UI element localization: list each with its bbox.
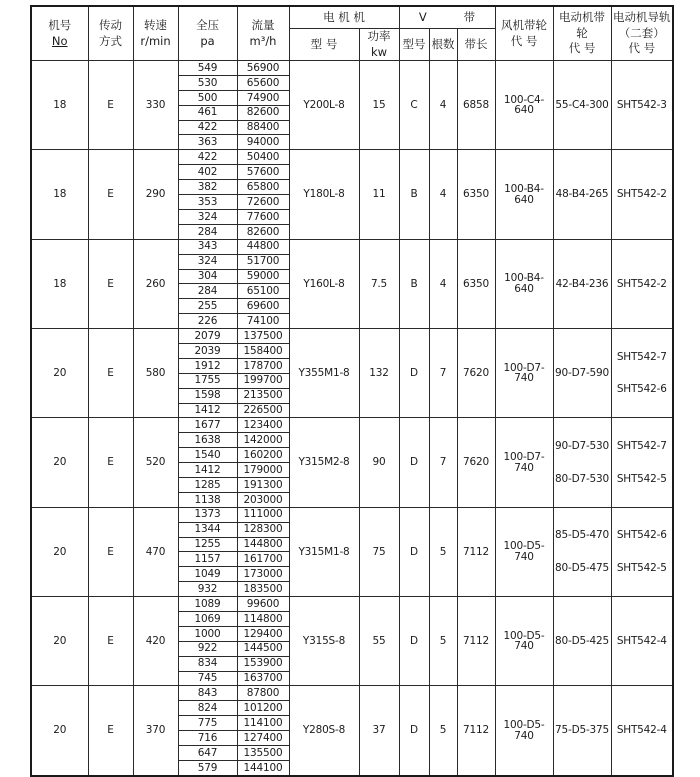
cell-machine-no: 20 xyxy=(31,597,88,686)
cell-belt-model: C xyxy=(399,61,429,150)
cell-motor-rail-value: SHT542-3 xyxy=(616,98,667,111)
cell-fan-pulley: 100-D5-740 xyxy=(495,597,553,686)
cell-motor-pulley xyxy=(553,507,611,596)
cell-belt-length: 6350 xyxy=(457,239,495,328)
cell-pressure: 1285 xyxy=(178,477,237,492)
cell-pressure: 1049 xyxy=(178,567,237,582)
cell-flow: 191300 xyxy=(237,477,289,492)
cell-pressure: 775 xyxy=(178,716,237,731)
cell-speed: 370 xyxy=(133,686,178,776)
cell-motor-rail-value: SHT542-7 xyxy=(616,350,667,363)
cell-flow: 161700 xyxy=(237,552,289,567)
cell-belt-count: 5 xyxy=(429,507,457,596)
cell-pressure: 304 xyxy=(178,269,237,284)
cell-belt-model: D xyxy=(399,686,429,776)
cell-motor-pulley-value: 42-B4-236 xyxy=(555,277,609,290)
cell-flow: 199700 xyxy=(237,373,289,388)
cell-flow: 72600 xyxy=(237,195,289,210)
cell-flow: 51700 xyxy=(237,254,289,269)
cell-motor-rail-value: SHT542-5 xyxy=(616,472,667,485)
cell-speed: 470 xyxy=(133,507,178,596)
table-body xyxy=(31,61,673,776)
cell-belt-count: 7 xyxy=(429,329,457,418)
header-belt-model: 型号 xyxy=(399,29,429,61)
cell-motor-pulley-value: 75-D5-375 xyxy=(555,724,609,737)
cell-motor-rail xyxy=(611,61,673,150)
cell-flow: 74900 xyxy=(237,90,289,105)
cell-pressure: 2039 xyxy=(178,343,237,358)
cell-machine-no: 18 xyxy=(31,61,88,150)
cell-pressure: 932 xyxy=(178,582,237,597)
cell-motor-model: Y355M1-8 xyxy=(289,329,359,418)
cell-machine-no: 18 xyxy=(31,150,88,239)
cell-fan-pulley: 100-D7-740 xyxy=(495,418,553,507)
cell-drive-type: E xyxy=(88,150,133,239)
cell-motor-rail xyxy=(611,150,673,239)
cell-motor-pulley xyxy=(553,686,611,776)
cell-flow: 99600 xyxy=(237,597,289,612)
cell-speed: 290 xyxy=(133,150,178,239)
cell-motor-power: 37 xyxy=(359,686,399,776)
cell-flow: 111000 xyxy=(237,507,289,522)
cell-motor-model: Y315M1-8 xyxy=(289,507,359,596)
cell-flow: 69600 xyxy=(237,299,289,314)
cell-pressure: 1412 xyxy=(178,403,237,418)
cell-motor-rail-value: SHT542-7 xyxy=(616,440,667,453)
cell-motor-power: 7.5 xyxy=(359,239,399,328)
cell-fan-pulley: 100-B4-640 xyxy=(495,150,553,239)
cell-pressure: 1255 xyxy=(178,537,237,552)
cell-belt-length: 7620 xyxy=(457,418,495,507)
cell-pressure: 579 xyxy=(178,760,237,775)
cell-fan-pulley: 100-D5-740 xyxy=(495,507,553,596)
cell-motor-rail xyxy=(611,597,673,686)
cell-pressure: 716 xyxy=(178,731,237,746)
cell-machine-no: 20 xyxy=(31,418,88,507)
table-row xyxy=(31,507,673,522)
table-row xyxy=(31,686,673,701)
cell-belt-model: B xyxy=(399,239,429,328)
cell-motor-rail xyxy=(611,329,673,418)
header-motor-model: 型 号 xyxy=(289,29,359,61)
cell-motor-rail-value: SHT542-6 xyxy=(616,383,667,396)
cell-flow: 101200 xyxy=(237,701,289,716)
cell-flow: 144100 xyxy=(237,760,289,775)
table-row xyxy=(31,150,673,165)
cell-motor-power: 75 xyxy=(359,507,399,596)
cell-fan-pulley: 100-C4-640 xyxy=(495,61,553,150)
cell-pressure: 324 xyxy=(178,209,237,224)
cell-pressure: 1912 xyxy=(178,358,237,373)
cell-flow: 226500 xyxy=(237,403,289,418)
cell-pressure: 324 xyxy=(178,254,237,269)
table-row xyxy=(31,329,673,344)
cell-motor-pulley-value: 80-D5-425 xyxy=(555,635,609,648)
cell-pressure: 363 xyxy=(178,135,237,150)
cell-flow: 137500 xyxy=(237,329,289,344)
fan-motor-spec-table xyxy=(30,5,674,777)
table-header xyxy=(31,6,673,61)
cell-flow: 82600 xyxy=(237,105,289,120)
cell-pressure: 834 xyxy=(178,656,237,671)
cell-flow: 65100 xyxy=(237,284,289,299)
cell-motor-model: Y180L-8 xyxy=(289,150,359,239)
table-row xyxy=(31,418,673,433)
header-motor-group: 电 机 机 xyxy=(289,6,399,29)
cell-motor-pulley xyxy=(553,597,611,686)
cell-belt-length: 7112 xyxy=(457,686,495,776)
cell-pressure: 1344 xyxy=(178,522,237,537)
cell-flow: 153900 xyxy=(237,656,289,671)
cell-pressure: 284 xyxy=(178,224,237,239)
cell-motor-power: 132 xyxy=(359,329,399,418)
header-motor-rail: 电动机导轨 （二套） 代 号 xyxy=(611,6,673,61)
cell-flow: 160200 xyxy=(237,448,289,463)
cell-motor-power: 55 xyxy=(359,597,399,686)
cell-motor-rail-value: SHT542-4 xyxy=(616,635,667,648)
cell-pressure: 226 xyxy=(178,314,237,329)
cell-motor-pulley xyxy=(553,61,611,150)
header-belt-length: 带长 xyxy=(457,29,495,61)
cell-belt-length: 7112 xyxy=(457,507,495,596)
header-motor-power: 功率kw xyxy=(359,29,399,61)
cell-motor-pulley-value: 90-D7-530 xyxy=(555,440,609,453)
cell-belt-count: 5 xyxy=(429,597,457,686)
cell-flow: 123400 xyxy=(237,418,289,433)
cell-flow: 50400 xyxy=(237,150,289,165)
cell-flow: 114100 xyxy=(237,716,289,731)
cell-belt-length: 7112 xyxy=(457,597,495,686)
cell-flow: 163700 xyxy=(237,671,289,686)
cell-pressure: 745 xyxy=(178,671,237,686)
cell-pressure: 402 xyxy=(178,165,237,180)
cell-belt-model: D xyxy=(399,507,429,596)
cell-pressure: 422 xyxy=(178,150,237,165)
cell-motor-rail xyxy=(611,686,673,776)
header-drive-type: 传动 方式 xyxy=(88,6,133,61)
cell-motor-rail-value: SHT542-6 xyxy=(616,529,667,542)
cell-flow: 57600 xyxy=(237,165,289,180)
cell-flow: 114800 xyxy=(237,611,289,626)
cell-speed: 520 xyxy=(133,418,178,507)
cell-motor-pulley-value: 55-C4-300 xyxy=(555,98,609,111)
cell-belt-model: B xyxy=(399,150,429,239)
cell-pressure: 647 xyxy=(178,746,237,761)
cell-machine-no: 20 xyxy=(31,507,88,596)
table-row xyxy=(31,597,673,612)
cell-flow: 94000 xyxy=(237,135,289,150)
cell-flow: 128300 xyxy=(237,522,289,537)
cell-pressure: 2079 xyxy=(178,329,237,344)
cell-flow: 59000 xyxy=(237,269,289,284)
cell-belt-count: 4 xyxy=(429,239,457,328)
cell-motor-model: Y315M2-8 xyxy=(289,418,359,507)
cell-drive-type: E xyxy=(88,239,133,328)
cell-flow: 142000 xyxy=(237,433,289,448)
cell-pressure: 824 xyxy=(178,701,237,716)
cell-pressure: 1069 xyxy=(178,611,237,626)
cell-flow: 144500 xyxy=(237,641,289,656)
cell-pressure: 1598 xyxy=(178,388,237,403)
cell-flow: 65600 xyxy=(237,75,289,90)
cell-pressure: 1755 xyxy=(178,373,237,388)
cell-drive-type: E xyxy=(88,597,133,686)
cell-flow: 87800 xyxy=(237,686,289,701)
cell-motor-pulley-value: 85-D5-470 xyxy=(555,529,609,542)
cell-pressure: 461 xyxy=(178,105,237,120)
cell-pressure: 1677 xyxy=(178,418,237,433)
cell-flow: 173000 xyxy=(237,567,289,582)
cell-motor-power: 90 xyxy=(359,418,399,507)
cell-motor-rail xyxy=(611,418,673,507)
cell-motor-pulley xyxy=(553,418,611,507)
cell-pressure: 922 xyxy=(178,641,237,656)
cell-machine-no: 20 xyxy=(31,329,88,418)
cell-motor-model: Y200L-8 xyxy=(289,61,359,150)
cell-flow: 77600 xyxy=(237,209,289,224)
cell-motor-pulley-value: 80-D5-475 xyxy=(555,561,609,574)
cell-belt-model: D xyxy=(399,329,429,418)
cell-pressure: 1412 xyxy=(178,463,237,478)
cell-flow: 178700 xyxy=(237,358,289,373)
cell-flow: 129400 xyxy=(237,626,289,641)
cell-flow: 127400 xyxy=(237,731,289,746)
cell-motor-power: 11 xyxy=(359,150,399,239)
header-speed: 转速 r/min xyxy=(133,6,178,61)
cell-pressure: 284 xyxy=(178,284,237,299)
cell-flow: 135500 xyxy=(237,746,289,761)
cell-pressure: 343 xyxy=(178,239,237,254)
table-row xyxy=(31,239,673,254)
cell-pressure: 353 xyxy=(178,195,237,210)
cell-flow: 183500 xyxy=(237,582,289,597)
cell-flow: 74100 xyxy=(237,314,289,329)
cell-flow: 65800 xyxy=(237,180,289,195)
cell-machine-no: 20 xyxy=(31,686,88,776)
cell-belt-count: 7 xyxy=(429,418,457,507)
cell-motor-model: Y315S-8 xyxy=(289,597,359,686)
header-row-1 xyxy=(31,6,673,29)
cell-motor-rail xyxy=(611,239,673,328)
cell-motor-pulley-value: 48-B4-265 xyxy=(555,188,609,201)
cell-motor-pulley-value: 90-D7-590 xyxy=(555,366,609,379)
cell-flow: 158400 xyxy=(237,343,289,358)
cell-machine-no: 18 xyxy=(31,239,88,328)
cell-drive-type: E xyxy=(88,418,133,507)
cell-pressure: 1373 xyxy=(178,507,237,522)
cell-motor-rail xyxy=(611,507,673,596)
cell-motor-rail-value: SHT542-2 xyxy=(616,188,667,201)
cell-pressure: 1089 xyxy=(178,597,237,612)
cell-flow: 179000 xyxy=(237,463,289,478)
cell-flow: 213500 xyxy=(237,388,289,403)
cell-pressure: 422 xyxy=(178,120,237,135)
cell-drive-type: E xyxy=(88,329,133,418)
cell-motor-pulley xyxy=(553,239,611,328)
cell-pressure: 1638 xyxy=(178,433,237,448)
cell-pressure: 1000 xyxy=(178,626,237,641)
cell-flow: 56900 xyxy=(237,61,289,76)
cell-pressure: 500 xyxy=(178,90,237,105)
cell-belt-count: 4 xyxy=(429,150,457,239)
cell-flow: 82600 xyxy=(237,224,289,239)
cell-belt-length: 7620 xyxy=(457,329,495,418)
header-belt-count: 根数 xyxy=(429,29,457,61)
cell-belt-count: 4 xyxy=(429,61,457,150)
cell-belt-length: 6350 xyxy=(457,150,495,239)
cell-pressure: 1157 xyxy=(178,552,237,567)
cell-motor-pulley xyxy=(553,150,611,239)
header-fan-pulley: 风机带轮 代 号 xyxy=(495,6,553,61)
header-motor-pulley: 电动机带轮 代 号 xyxy=(553,6,611,61)
cell-belt-count: 5 xyxy=(429,686,457,776)
cell-drive-type: E xyxy=(88,507,133,596)
cell-motor-model: Y280S-8 xyxy=(289,686,359,776)
cell-pressure: 255 xyxy=(178,299,237,314)
cell-belt-length: 6858 xyxy=(457,61,495,150)
cell-motor-rail-value: SHT542-5 xyxy=(616,561,667,574)
cell-motor-rail-value: SHT542-4 xyxy=(616,724,667,737)
cell-speed: 260 xyxy=(133,239,178,328)
cell-flow: 44800 xyxy=(237,239,289,254)
cell-belt-model: D xyxy=(399,597,429,686)
cell-flow: 203000 xyxy=(237,492,289,507)
cell-motor-rail-value: SHT542-2 xyxy=(616,277,667,290)
cell-pressure: 530 xyxy=(178,75,237,90)
cell-motor-pulley-value: 80-D7-530 xyxy=(555,472,609,485)
cell-flow: 88400 xyxy=(237,120,289,135)
cell-motor-model: Y160L-8 xyxy=(289,239,359,328)
cell-motor-pulley xyxy=(553,329,611,418)
cell-pressure: 382 xyxy=(178,180,237,195)
header-flow: 流量 m³/h xyxy=(237,6,289,61)
cell-pressure: 843 xyxy=(178,686,237,701)
header-v-belt-group: V 带 xyxy=(399,6,495,29)
cell-motor-power: 15 xyxy=(359,61,399,150)
cell-belt-model: D xyxy=(399,418,429,507)
cell-speed: 330 xyxy=(133,61,178,150)
cell-fan-pulley: 100-B4-640 xyxy=(495,239,553,328)
cell-pressure: 549 xyxy=(178,61,237,76)
table-row xyxy=(31,61,673,76)
cell-fan-pulley: 100-D7-740 xyxy=(495,329,553,418)
cell-pressure: 1138 xyxy=(178,492,237,507)
cell-pressure: 1540 xyxy=(178,448,237,463)
cell-speed: 420 xyxy=(133,597,178,686)
header-pressure: 全压 pa xyxy=(178,6,237,61)
cell-speed: 580 xyxy=(133,329,178,418)
cell-flow: 144800 xyxy=(237,537,289,552)
cell-drive-type: E xyxy=(88,686,133,776)
cell-drive-type: E xyxy=(88,61,133,150)
cell-fan-pulley: 100-D5-740 xyxy=(495,686,553,776)
header-machine-no: 机号 No xyxy=(31,6,88,61)
